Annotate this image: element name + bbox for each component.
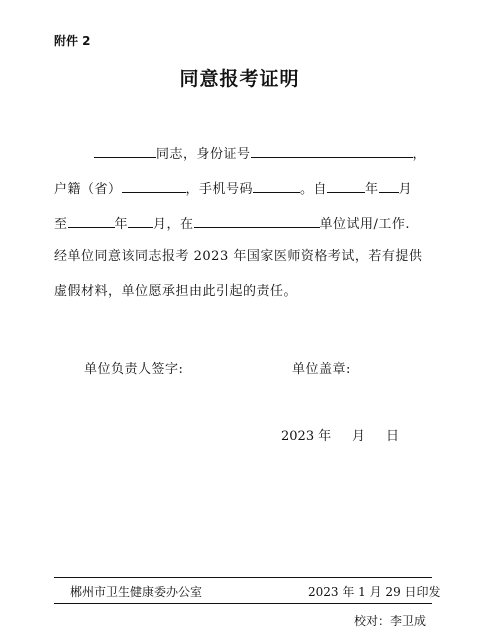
end-month-label: 月，在 — [153, 217, 194, 232]
phone-blank[interactable] — [253, 178, 300, 193]
unit-seal-label: 单位盖章: — [292, 362, 351, 377]
to-label: 至 — [54, 217, 68, 232]
attachment-label: 附件 2 — [54, 34, 91, 48]
footer-top-rule — [54, 577, 432, 578]
after-name-text: 同志，身份证号 — [156, 147, 251, 162]
date-year: 2023 年 — [281, 429, 332, 444]
footer-middle-rule — [54, 603, 432, 604]
phone-label: ，手机号码 — [185, 182, 254, 197]
proofreader: 校对：李卫成 — [354, 614, 427, 628]
id-number-blank[interactable] — [251, 143, 413, 158]
start-year-blank[interactable] — [327, 178, 365, 193]
province-blank[interactable] — [122, 178, 186, 193]
body-line-4: 经单位同意该同志报考 2023 年国家医师资格考试，若有提供 — [54, 249, 423, 264]
start-month-blank[interactable] — [379, 178, 399, 193]
body-line-1 — [94, 143, 426, 161]
body-line-3 — [54, 213, 410, 231]
body-line-5: 虚假材料，单位愿承担由此引起的责任。 — [54, 284, 298, 299]
household-label: 户籍（省） — [54, 182, 122, 197]
date-month: 月 — [352, 429, 366, 444]
end-month-blank[interactable] — [128, 213, 153, 228]
issuer-name: 郴州市卫生健康委办公室 — [70, 585, 203, 599]
line1-end-text: ， — [412, 147, 427, 162]
end-year-label: 年 — [114, 217, 129, 232]
date-day: 日 — [386, 429, 400, 444]
name-blank[interactable] — [94, 143, 156, 158]
unit-blank[interactable] — [194, 213, 320, 228]
issue-date: 2023 年 1 月 29 日印发 — [308, 585, 441, 599]
start-year-label: 年 — [365, 182, 379, 197]
end-year-blank[interactable] — [68, 213, 115, 228]
from-label: 。自 — [300, 182, 328, 197]
unit-label: 单位试用/工作. — [319, 217, 411, 232]
document-title: 同意报考证明 — [179, 68, 300, 90]
start-month-label: 月 — [398, 182, 413, 197]
leader-signature-label: 单位负责人签字: — [84, 362, 184, 377]
body-line-2 — [54, 178, 412, 196]
